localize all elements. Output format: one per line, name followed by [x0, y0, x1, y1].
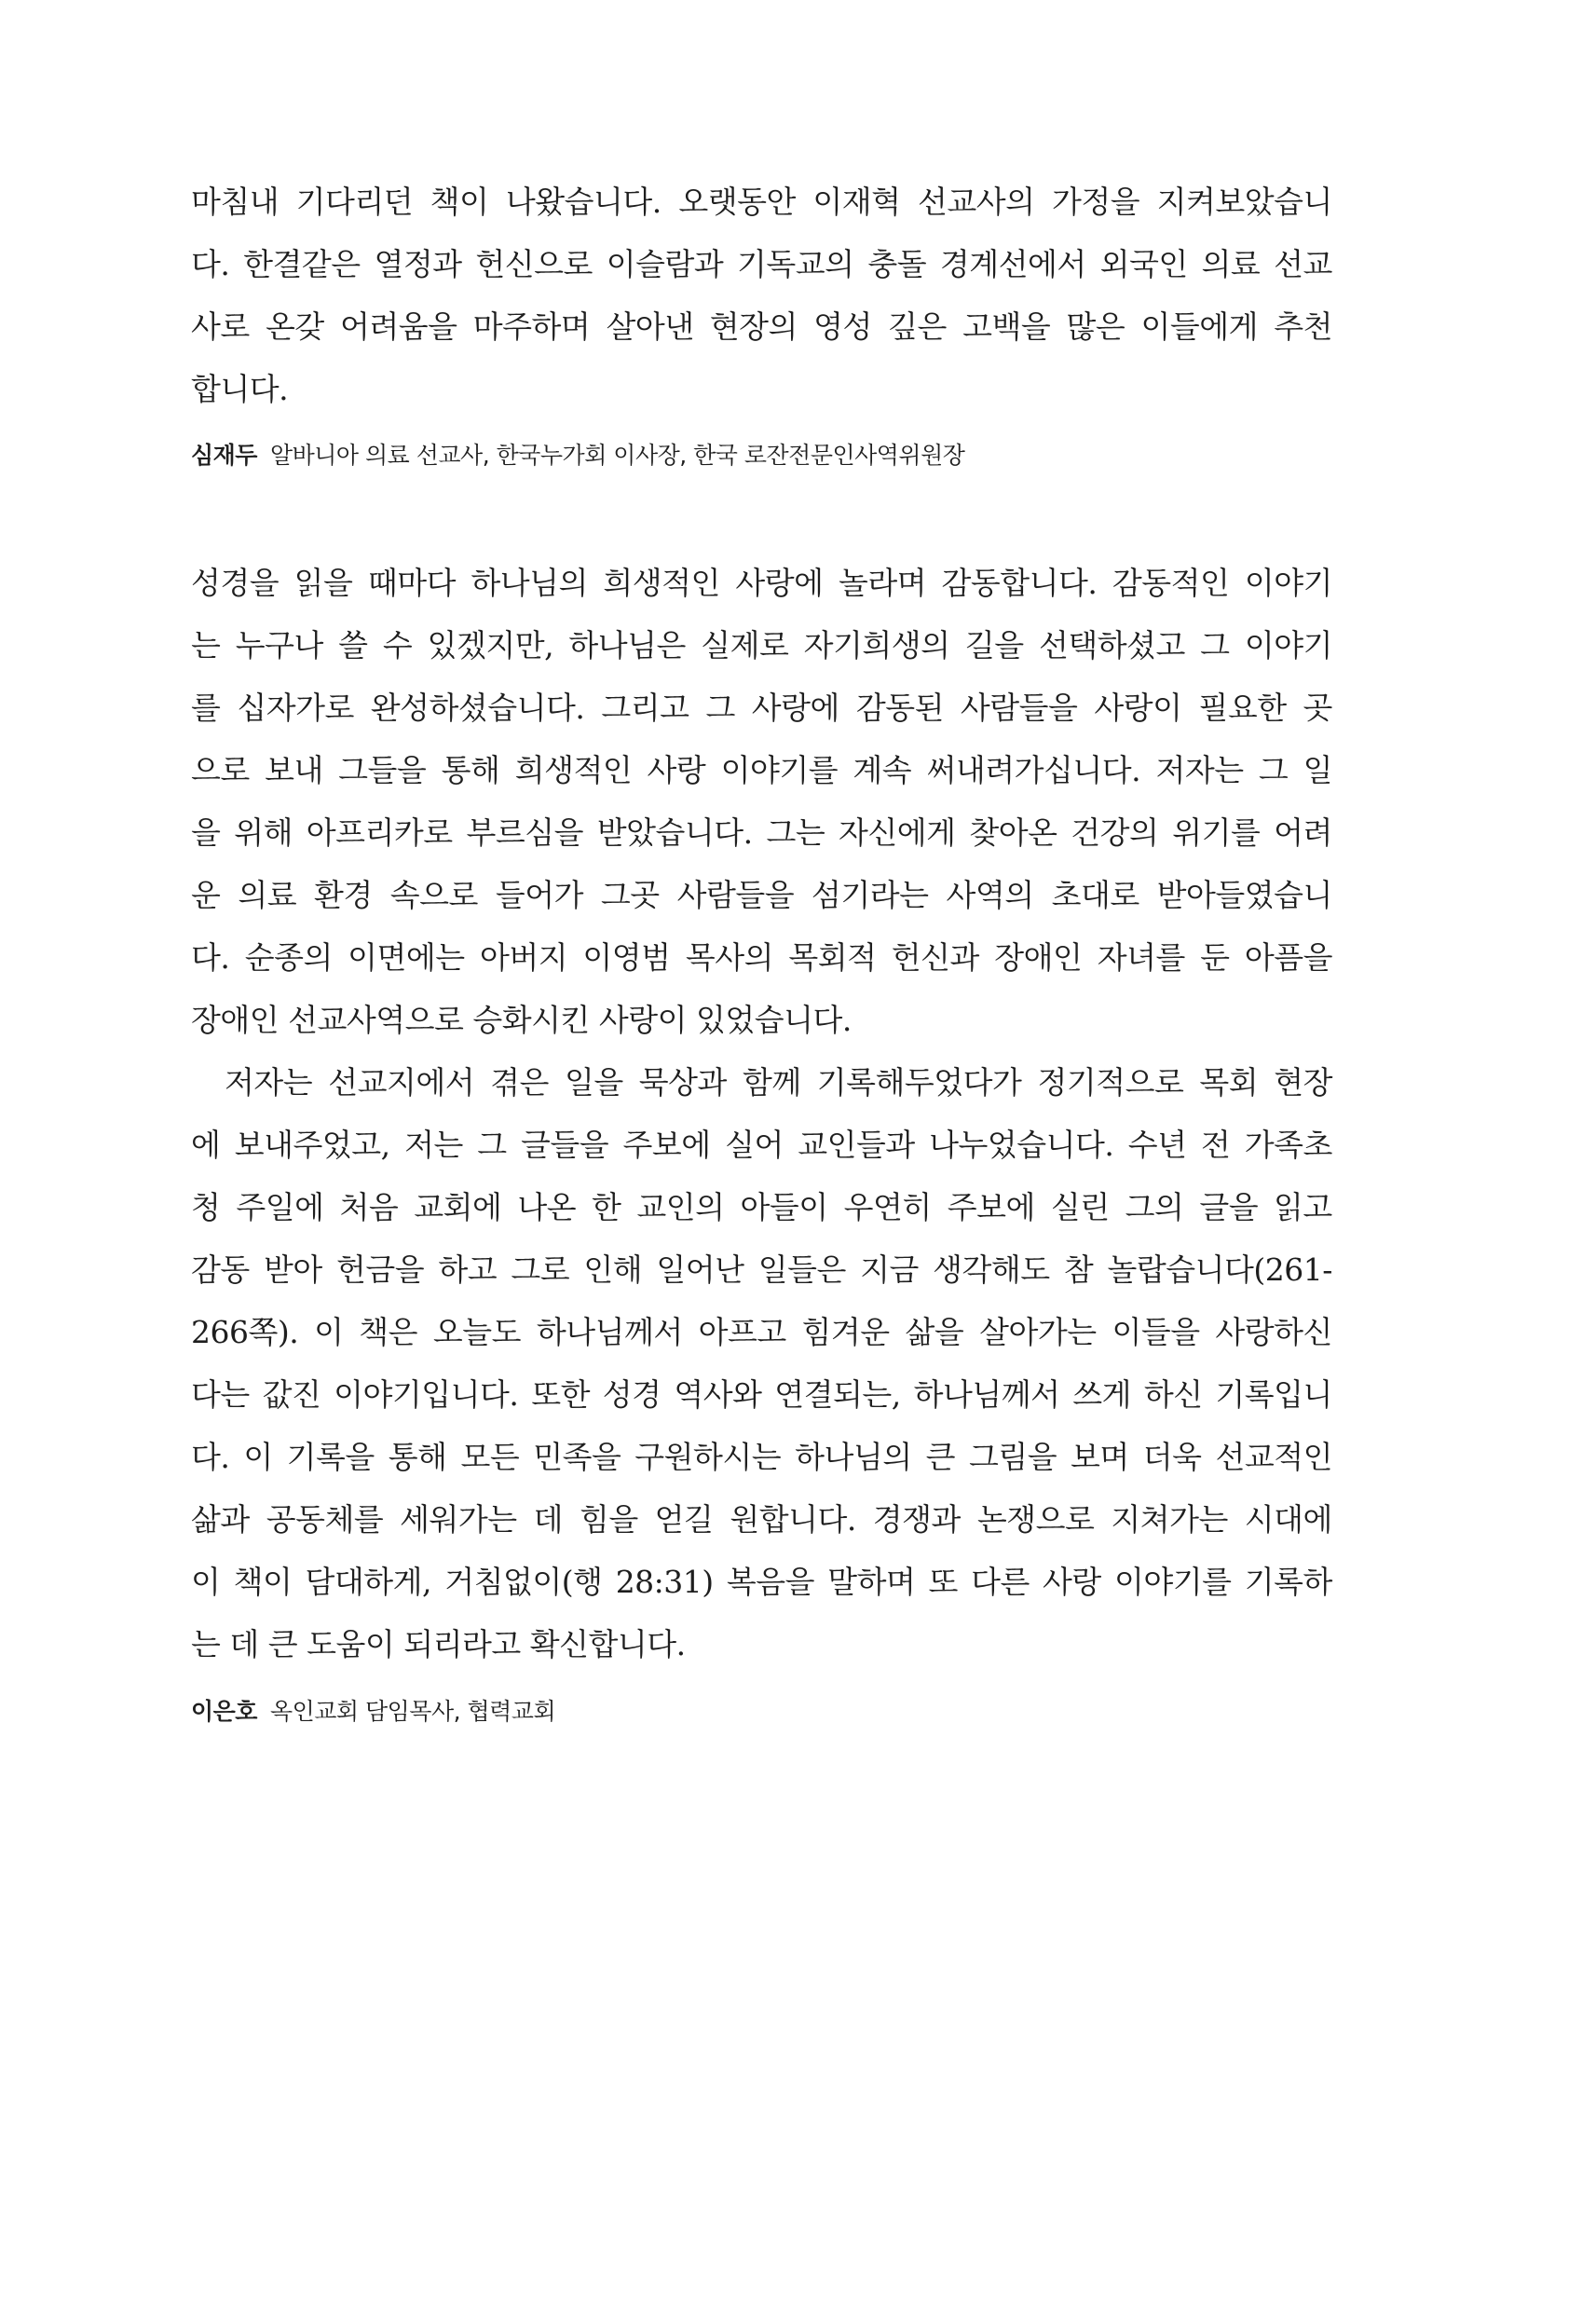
endorsement-1-signature — [191, 444, 964, 467]
endorsement-2-line-18: 는 데 큰 도움이 되리라고 확신합니다. — [191, 1626, 686, 1662]
endorsement-2-line-15: 다. 이 기록을 통해 모든 민족을 구원하시는 하나님의 큰 그림을 보며 더욱 선교적인 — [191, 1439, 1332, 1475]
author-name: 이은호 — [191, 1698, 257, 1725]
author-name: 심재두 — [191, 442, 257, 469]
endorsement-1-line-3: 사로 온갖 어려움을 마주하며 살아낸 현장의 영성 깊은 고백을 많은 이들에게 추천 — [191, 308, 1332, 345]
endorsement-1-line-1: 마침내 기다리던 책이 나왔습니다. 오랫동안 이재혁 선교사의 가정을 지켜보았습니 — [191, 184, 1332, 220]
author-role: 옥인교회 담임목사, 협력교회 — [269, 1698, 556, 1725]
endorsement-2-line-13: 266쪽). 이 책은 오늘도 하나님께서 아프고 힘겨운 삶을 살아가는 이들을 사랑하신 — [191, 1314, 1332, 1350]
endorsement-2-line-9: 저자는 선교지에서 겪은 일을 묵상과 함께 기록해두었다가 정기적으로 목회 현장 — [225, 1064, 1332, 1101]
endorsement-1-line-4: 합니다. — [191, 371, 289, 407]
endorsement-2-line-1: 성경을 읽을 때마다 하나님의 희생적인 사랑에 놀라며 감동합니다. 감동적인 이야기 — [191, 565, 1332, 601]
endorsement-2-line-12: 감동 받아 헌금을 하고 그로 인해 일어난 일들은 지금 생각해도 참 놀랍습니다(261- — [191, 1251, 1332, 1288]
endorsement-2-line-16: 삶과 공동체를 세워가는 데 힘을 얻길 원합니다. 경쟁과 논쟁으로 지쳐가는 시대에 — [191, 1501, 1332, 1538]
endorsement-2-line-5: 을 위해 아프리카로 부르심을 받았습니다. 그는 자신에게 찾아온 건강의 위기를 어려 — [191, 814, 1332, 851]
endorsement-2-line-11: 청 주일에 처음 교회에 나온 한 교인의 아들이 우연히 주보에 실린 그의 글을 읽고 — [191, 1189, 1332, 1225]
endorsement-2-line-2: 는 누구나 쓸 수 있겠지만, 하나님은 실제로 자기희생의 길을 선택하셨고 그 이야기 — [191, 627, 1332, 663]
endorsement-1-line-2: 다. 한결같은 열정과 헌신으로 이슬람과 기독교의 충돌 경계선에서 외국인 의료 선교 — [191, 246, 1332, 282]
endorsement-2-line-17: 이 책이 담대하게, 거침없이(행 28:31) 복음을 말하며 또 다른 사랑 이야기를 기록하 — [191, 1564, 1332, 1600]
endorsement-2-signature — [191, 1700, 555, 1723]
endorsement-2-line-14: 다는 값진 이야기입니다. 또한 성경 역사와 연결되는, 하나님께서 쓰게 하신 기록입니 — [191, 1376, 1332, 1413]
endorsement-2-line-3: 를 십자가로 완성하셨습니다. 그리고 그 사랑에 감동된 사람들을 사랑이 필요한 곳 — [191, 690, 1332, 726]
endorsement-2-line-8: 장애인 선교사역으로 승화시킨 사랑이 있었습니다. — [191, 1002, 852, 1038]
author-role: 알바니아 의료 선교사, 한국누가회 이사장, 한국 로잔전문인사역위원장 — [269, 442, 965, 469]
endorsement-2-line-10: 에 보내주었고, 저는 그 글들을 주보에 실어 교인들과 나누었습니다. 수년 전 가족초 — [191, 1127, 1332, 1163]
endorsement-2-line-4: 으로 보내 그들을 통해 희생적인 사랑 이야기를 계속 써내려가십니다. 저자는 그 일 — [191, 752, 1332, 788]
endorsement-2-line-6: 운 의료 환경 속으로 들어가 그곳 사람들을 섬기라는 사역의 초대로 받아들였습니 — [191, 877, 1332, 913]
endorsement-2-line-7: 다. 순종의 이면에는 아버지 이영범 목사의 목회적 헌신과 장애인 자녀를 둔 아픔을 — [191, 939, 1332, 976]
